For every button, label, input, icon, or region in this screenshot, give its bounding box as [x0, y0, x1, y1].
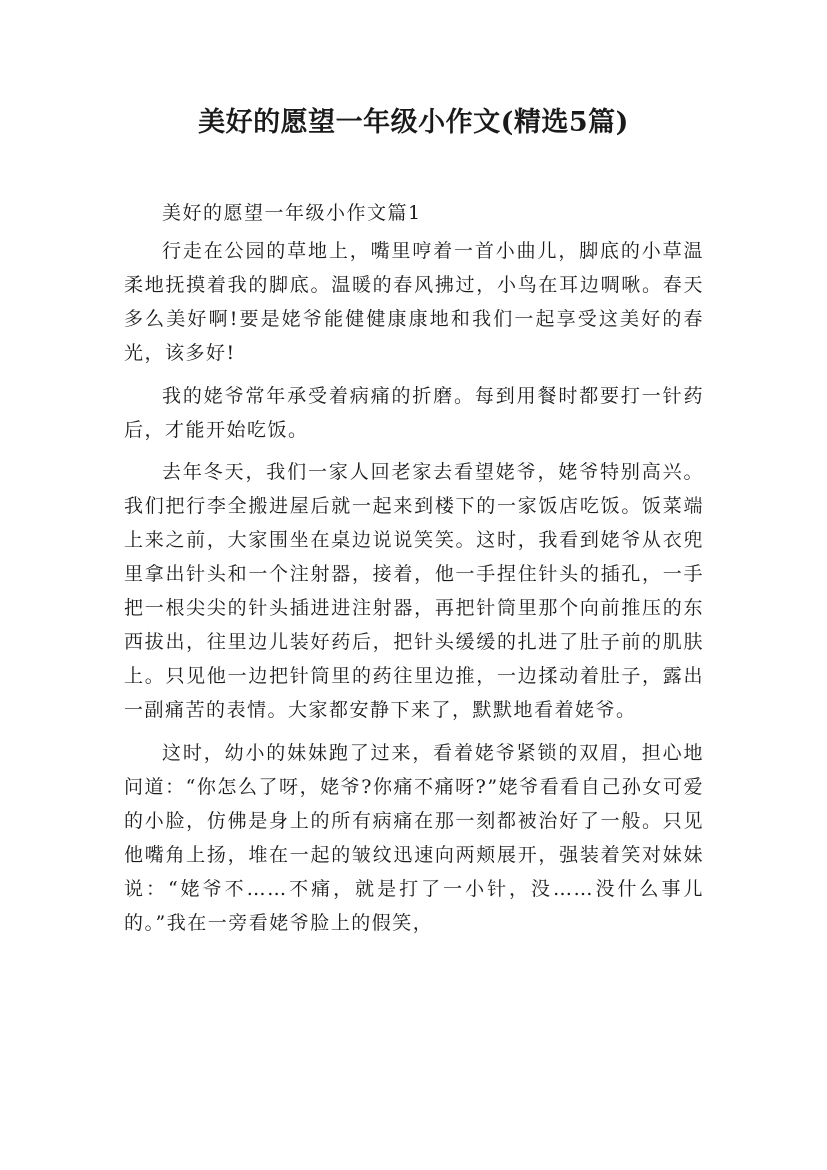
paragraph-4: 这时，幼小的妹妹跑了过来，看着姥爷紧锁的双眉，担心地问道：“你怎么了呀，姥爷?你痛不痛呀?”姥爷看看自己孙女可爱的小脸，仿佛是身上的所有病痛在那一刻都被治好了一般。只见他嘴角上扬，堆在一起的皱纹迅速向两颊展开，强装着笑对妹妹说：“姥爷不……不痛，就是打了一小针，没……没什么事儿的。”我在一旁看姥爷脸上的假笑， [124, 741, 704, 934]
document-title: 美好的愿望一年级小作文(精选5篇) [198, 107, 629, 138]
section-heading: 美好的愿望一年级小作文篇1 [162, 202, 422, 224]
paragraph-2: 我的姥爷常年承受着病痛的折磨。每到用餐时都要打一针药后，才能开始吃饭。 [124, 384, 704, 441]
paragraph-3: 去年冬天，我们一家人回老家去看望姥爷，姥爷特别高兴。我们把行李全搬进屋后就一起来到楼下的一家饭店吃饭。饭菜端上来之前，大家围坐在桌边说说笑笑。这时，我看到姥爷从衣兜里拿出针头和一个注射器，接着，他一手捏住针头的插孔，一手把一根尖尖的针头插进进注射器，再把针筒里那个向前推压的东西拔出，往里边儿装好药后，把针头缓缓的扎进了肚子前的肌肤上。只见他一边把针筒里的药往里边推，一边揉动着肚子，露出一副痛苦的表情。大家都安静下来了，默默地看着姥爷。 [124, 461, 704, 721]
document-body [124, 196, 704, 948]
paragraph-1: 行走在公园的草地上，嘴里哼着一首小曲儿，脚底的小草温柔地抚摸着我的脚底。温暖的春风拂过，小鸟在耳边啁啾。春天多么美好啊!要是姥爷能健健康康地和我们一起享受这美好的春光，该多好! [124, 240, 704, 364]
